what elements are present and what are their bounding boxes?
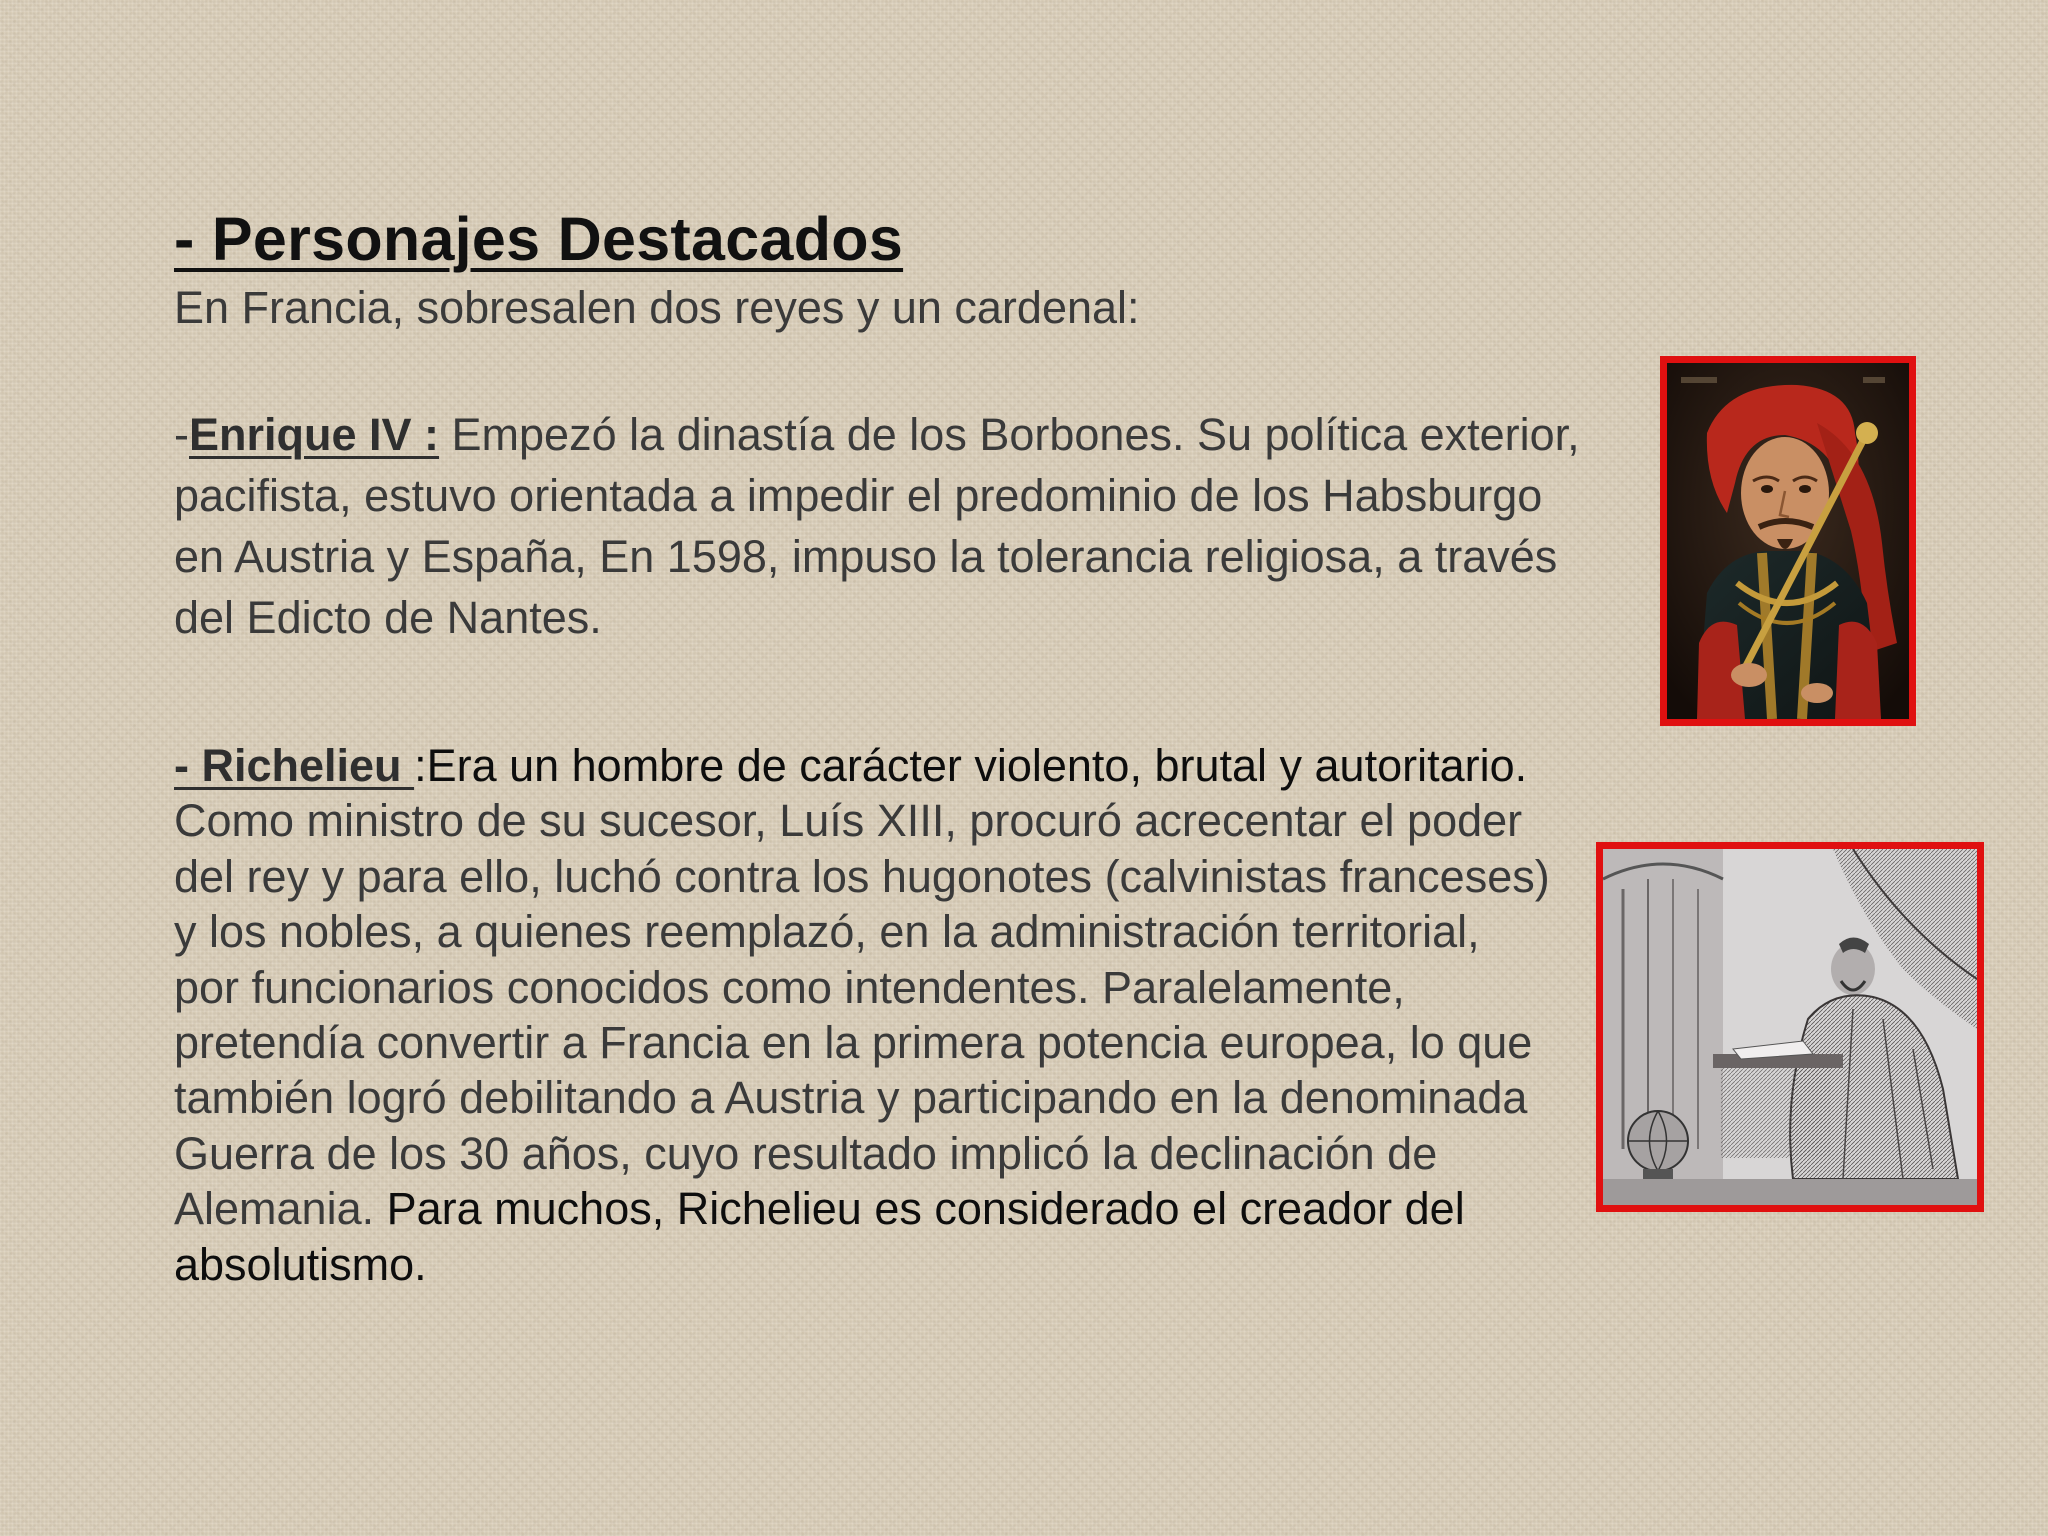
enrique-paragraph [174,404,1604,648]
richelieu-name: - Richelieu [174,740,415,791]
richelieu-text-dark-1: :Era un hombre de carácter violento, brutal y autoritario. [414,740,1528,791]
richelieu-text-main: Como ministro de su sucesor, Luís XIII, procuró acrecentar el poder del rey y para ello, luchó contra los hugonotes (calvinistas franceses) y los nobles, a quienes reemplazó, en la administración territorial, por funcionarios conocidos como intendentes. Paralelamente, pretendía convertir a Francia en la primera potencia europea, lo que también logró debilitando a Austria y participando en la denominada Guerra de los 30 años, cuyo resultado implicó la declinación de Alemania. [174,795,1550,1235]
richelieu-engraving-image [1596,842,1984,1212]
richelieu-engraving-graphic [1603,849,1977,1205]
enrique-text: Empezó la dinastía de los Borbones. Su política exterior, pacifista, estuvo orientada a impedir el predominio de los Habsburgo en Austria y España, En 1598, impuso la tolerancia religiosa, a través del Edicto de Nantes. [174,409,1580,643]
intro-text: En Francia, sobresalen dos reyes y un cardenal: [174,282,1140,333]
enrique-name: Enrique IV : [189,409,440,460]
enrique-prefix: - [174,409,189,460]
richelieu-text-dark-2: Para muchos, Richelieu es considerado el creador del absolutismo. [174,1183,1465,1290]
slide-title: - Personajes Destacados [174,205,904,273]
enrique-portrait-image [1660,356,1916,726]
richelieu-paragraph [174,738,1554,1292]
enrique-portrait-graphic [1667,363,1909,719]
